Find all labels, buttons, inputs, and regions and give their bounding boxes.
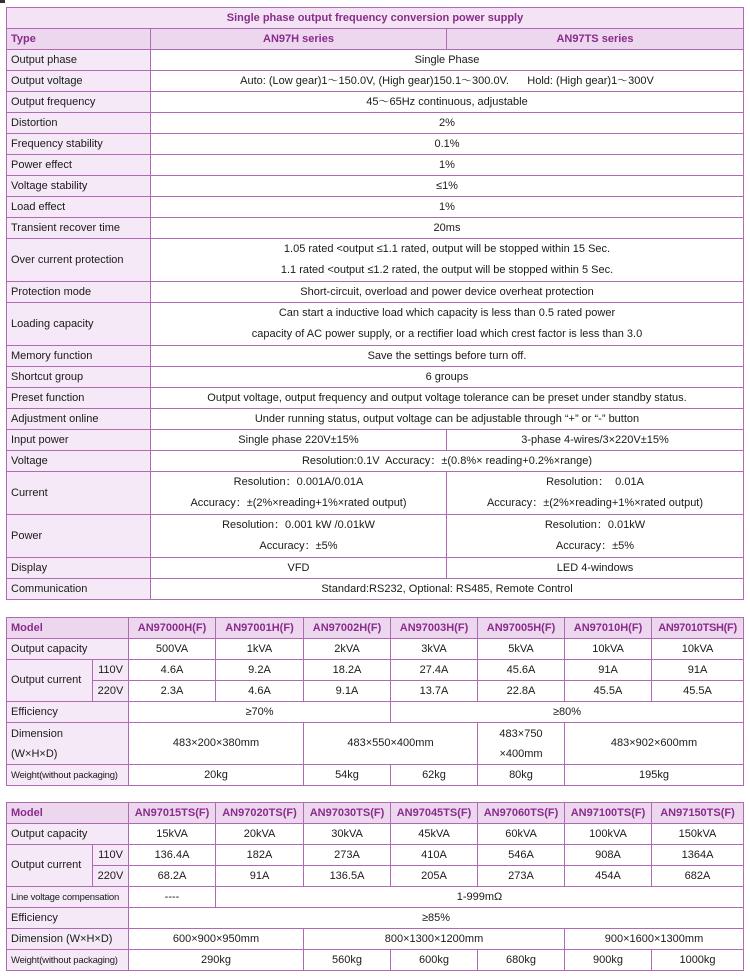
model-name: AN97010TSH(F) (652, 618, 744, 639)
capacity-cell: 60kVA (478, 824, 565, 845)
current-cell: 273A (304, 845, 391, 866)
weight-cell: 54kg (304, 765, 391, 786)
spec-table (6, 7, 744, 600)
model-name: AN97015TS(F) (129, 803, 216, 824)
dimension-cell: 483×902×600mm (565, 723, 744, 765)
spec-value-ts (447, 515, 744, 558)
current-cell: 136.5A (304, 866, 391, 887)
current-ts-line-2: Accuracy：±(2%×reading+1%×rated output) (486, 497, 704, 509)
model-name: AN97020TS(F) (216, 803, 304, 824)
spec-label: Memory function (7, 346, 151, 367)
current-cell: 546A (478, 845, 565, 866)
weight-cell: 62kg (391, 765, 478, 786)
spec-value: Resolution:0.1V Accuracy：±(0.8%× reading+0.2%×range) (151, 451, 744, 472)
weight-cell: 20kg (129, 765, 304, 786)
weight-cell: 680kg (478, 950, 565, 971)
dimension-cell: 900×1600×1300mm (565, 929, 744, 950)
current-cell: 91A (216, 866, 304, 887)
model-name: AN97002H(F) (304, 618, 391, 639)
model-name: AN97045TS(F) (391, 803, 478, 824)
current-h-line-1: Resolution：0.001A/0.01A (233, 476, 364, 488)
model-name: AN97030TS(F) (304, 803, 391, 824)
current-h-line-2: Accuracy：±(2%×reading+1%×rated output) (190, 497, 407, 509)
model-header: Model (7, 618, 129, 639)
spec-label: Power effect (7, 155, 151, 176)
current-cell: 27.4A (391, 660, 478, 681)
capacity-cell: 150kVA (652, 824, 744, 845)
spec-value-h: VFD (151, 558, 447, 579)
current-cell: 22.8A (478, 681, 565, 702)
row-label: Line voltage compensation (7, 887, 129, 908)
row-label: Output capacity (7, 824, 129, 845)
current-cell: 2.3A (129, 681, 216, 702)
current-cell: 13.7A (391, 681, 478, 702)
current-cell: 454A (565, 866, 652, 887)
spec-label: Communication (7, 579, 151, 600)
weight-cell: 600kg (391, 950, 478, 971)
current-cell: 1364A (652, 845, 744, 866)
current-cell: 91A (652, 660, 744, 681)
voltage-220-label: 220V (93, 681, 129, 702)
spec-value: Output voltage, output frequency and output voltage tolerance can be preset under standby status. (151, 388, 744, 409)
row-label: Efficiency (7, 702, 129, 723)
spec-value: 0.1% (151, 134, 744, 155)
current-cell: 68.2A (129, 866, 216, 887)
model-name: AN97001H(F) (216, 618, 304, 639)
model-name: AN97150TS(F) (652, 803, 744, 824)
spec-value: Standard:RS232, Optional: RS485, Remote Control (151, 579, 744, 600)
line-comp-cell: 1-999mΩ (216, 887, 744, 908)
efficiency-cell: ≥70% (129, 702, 391, 723)
spec-label: Display (7, 558, 151, 579)
power-h-line-1: Resolution：0.001 kW /0.01kW (222, 519, 375, 531)
loading-line-1: Can start a inductive load which capacity is less than 0.5 rated power (278, 307, 616, 319)
dimension-label-2: (W×H×D) (11, 747, 58, 760)
spec-value-h: Single phase 220V±15% (151, 430, 447, 451)
current-cell: 4.6A (129, 660, 216, 681)
spec-value-h (151, 472, 447, 515)
capacity-cell: 2kVA (304, 639, 391, 660)
spec-label: Transient recover time (7, 218, 151, 239)
capacity-cell: 500VA (129, 639, 216, 660)
model-header: Model (7, 803, 129, 824)
type-header: Type (7, 29, 151, 50)
spec-value: 1% (151, 155, 744, 176)
current-cell: 205A (391, 866, 478, 887)
spec-label: Frequency stability (7, 134, 151, 155)
row-label: Output current (7, 845, 93, 887)
weight-cell: 1000kg (652, 950, 744, 971)
model-name: AN97010H(F) (565, 618, 652, 639)
capacity-cell: 5kVA (478, 639, 565, 660)
spec-value: 45～65Hz continuous, adjustable (151, 92, 744, 113)
spec-label: Shortcut group (7, 367, 151, 388)
weight-cell: 290kg (129, 950, 304, 971)
spec-value: 6 groups (151, 367, 744, 388)
spec-value: 1% (151, 197, 744, 218)
row-label: Efficiency (7, 908, 129, 929)
spec-label: Voltage (7, 451, 151, 472)
capacity-cell: 30kVA (304, 824, 391, 845)
dimension-cell: 800×1300×1200mm (304, 929, 565, 950)
weight-cell: 80kg (478, 765, 565, 786)
dimension-cell: 483×550×400mm (304, 723, 478, 765)
spec-title: Single phase output frequency conversion power supply (7, 8, 744, 29)
efficiency-cell: ≥85% (129, 908, 744, 929)
row-label: Output capacity (7, 639, 129, 660)
row-label: Weight(without packaging) (7, 950, 129, 971)
capacity-cell: 1kVA (216, 639, 304, 660)
spec-value: Single Phase (151, 50, 744, 71)
current-cell: 9.2A (216, 660, 304, 681)
spec-label: Load effect (7, 197, 151, 218)
dimension-cell (478, 723, 565, 765)
weight-cell: 560kg (304, 950, 391, 971)
current-cell: 4.6A (216, 681, 304, 702)
spec-value: Under running status, output voltage can be adjustable through “+” or “-” button (151, 409, 744, 430)
current-cell: 273A (478, 866, 565, 887)
spec-label: Distortion (7, 113, 151, 134)
spec-label: Output frequency (7, 92, 151, 113)
weight-cell: 900kg (565, 950, 652, 971)
spec-label: Loading capacity (7, 303, 151, 346)
model-name: AN97060TS(F) (478, 803, 565, 824)
row-label: Output current (7, 660, 93, 702)
spec-value: ≤1% (151, 176, 744, 197)
h-series-header: AN97H series (151, 29, 447, 50)
current-cell: 908A (565, 845, 652, 866)
current-cell: 682A (652, 866, 744, 887)
spec-value: 2% (151, 113, 744, 134)
spec-label: Voltage stability (7, 176, 151, 197)
capacity-cell: 10kVA (565, 639, 652, 660)
current-cell: 410A (391, 845, 478, 866)
model-name: AN97000H(F) (129, 618, 216, 639)
capacity-cell: 45kVA (391, 824, 478, 845)
capacity-cell: 20kVA (216, 824, 304, 845)
voltage-110-label: 110V (93, 660, 129, 681)
spec-label: Current (7, 472, 151, 515)
current-cell: 182A (216, 845, 304, 866)
loading-line-2: capacity of AC power supply, or a rectifier load which crest factor is less than 3.0 (251, 328, 643, 340)
voltage-110-label: 110V (93, 845, 129, 866)
capacity-cell: 3kVA (391, 639, 478, 660)
current-cell: 45.5A (652, 681, 744, 702)
current-cell: 91A (565, 660, 652, 681)
dimension-line-1: 483×750 (499, 727, 543, 740)
spec-label: Protection mode (7, 282, 151, 303)
over-current-line-1: 1.05 rated <output ≤1.1 rated, output will be stopped within 15 Sec. (283, 243, 611, 255)
over-current-line-2: 1.1 rated <output ≤1.2 rated, the output will be stopped within 5 Sec. (280, 264, 614, 276)
ts-models-table (6, 802, 744, 971)
row-label: Weight(without packaging) (7, 765, 129, 786)
current-cell: 45.5A (565, 681, 652, 702)
ts-series-header: AN97TS series (447, 29, 744, 50)
current-cell: 9.1A (304, 681, 391, 702)
spec-label: Input power (7, 430, 151, 451)
spec-value (151, 303, 744, 346)
row-label (7, 723, 129, 765)
current-cell: 136.4A (129, 845, 216, 866)
spec-value: 20ms (151, 218, 744, 239)
efficiency-cell: ≥80% (391, 702, 744, 723)
spec-value-ts: 3-phase 4-wires/3×220V±15% (447, 430, 744, 451)
weight-cell: 195kg (565, 765, 744, 786)
row-label: Dimension (W×H×D) (7, 929, 129, 950)
spec-value-ts: LED 4-windows (447, 558, 744, 579)
spec-value: Save the settings before turn off. (151, 346, 744, 367)
voltage-220-label: 220V (93, 866, 129, 887)
spec-label: Output voltage (7, 71, 151, 92)
spec-label: Output phase (7, 50, 151, 71)
capacity-cell: 100kVA (565, 824, 652, 845)
capacity-cell: 10kVA (652, 639, 744, 660)
dimension-line-2: ×400mm (499, 747, 543, 760)
spec-value: Short-circuit, overload and power device overheat protection (151, 282, 744, 303)
current-cell: 18.2A (304, 660, 391, 681)
spec-label: Preset function (7, 388, 151, 409)
power-h-line-2: Accuracy：±5% (259, 540, 338, 552)
line-comp-cell: ---- (129, 887, 216, 908)
model-name: AN97100TS(F) (565, 803, 652, 824)
dimension-cell: 600×900×950mm (129, 929, 304, 950)
current-cell: 45.6A (478, 660, 565, 681)
model-name: AN97003H(F) (391, 618, 478, 639)
power-ts-line-1: Resolution：0.01kW (544, 519, 646, 531)
spec-label: Adjustment online (7, 409, 151, 430)
capacity-cell: 15kVA (129, 824, 216, 845)
spec-value-h (151, 515, 447, 558)
spec-label: Over current protection (7, 239, 151, 282)
dimension-label-1: Dimension (11, 727, 63, 740)
spec-value: Auto: (Low gear)1～150.0V, (High gear)150.1～300.0V. Hold: (High gear)1～300V (151, 71, 744, 92)
corner-mark (0, 0, 5, 3)
spec-value (151, 239, 744, 282)
h-models-table (6, 617, 744, 786)
dimension-cell: 483×200×380mm (129, 723, 304, 765)
spec-label: Power (7, 515, 151, 558)
current-ts-line-1: Resolution： 0.01A (546, 476, 644, 488)
model-name: AN97005H(F) (478, 618, 565, 639)
spec-value-ts (447, 472, 744, 515)
power-ts-line-2: Accuracy：±5% (555, 540, 635, 552)
